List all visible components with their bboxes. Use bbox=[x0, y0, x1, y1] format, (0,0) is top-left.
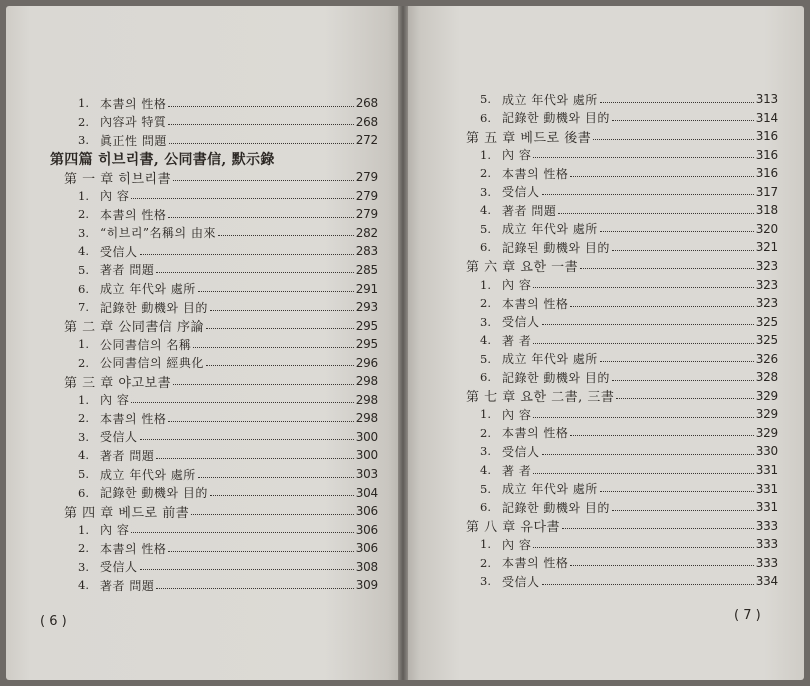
toc-item bbox=[78, 205, 378, 223]
toc-item bbox=[480, 90, 778, 108]
toc-item-number: 3. bbox=[480, 444, 491, 459]
toc-page-number: 300 bbox=[355, 429, 378, 444]
book-gutter bbox=[398, 6, 408, 680]
toc-entry-title: 記錄한 動機와 目的 bbox=[502, 111, 610, 126]
toc-page-number: 303 bbox=[355, 467, 378, 481]
dot-leader bbox=[193, 347, 353, 348]
dot-leader bbox=[131, 402, 353, 403]
toc-page-number: 279 bbox=[355, 188, 378, 203]
dot-leader bbox=[533, 547, 753, 548]
toc-page-number: 279 bbox=[355, 170, 378, 185]
toc-entry-title: 第 四 章 베드로 前書 bbox=[64, 505, 190, 521]
toc-item-number: 2. bbox=[78, 411, 89, 426]
toc-entry-title: 第 三 章 야고보書 bbox=[64, 375, 172, 391]
toc-entry-title: 內 容 bbox=[502, 278, 532, 292]
toc-entry-title: 第 六 章 요한 一書 bbox=[466, 260, 579, 276]
toc-page-number: 298 bbox=[355, 374, 378, 389]
dot-leader bbox=[168, 124, 353, 125]
dot-leader bbox=[558, 213, 753, 214]
dot-leader bbox=[191, 514, 353, 515]
toc-item-number: 5. bbox=[480, 481, 491, 496]
toc-page-number: 330 bbox=[755, 444, 778, 459]
toc-chapter-heading bbox=[64, 168, 378, 186]
toc-entry-title: 受信人 bbox=[502, 444, 540, 459]
toc-item-number: 2. bbox=[480, 425, 491, 440]
toc-item-number: 2. bbox=[78, 114, 89, 129]
toc-entry-title: 受信人 bbox=[502, 315, 540, 330]
toc-item bbox=[480, 405, 778, 423]
dot-leader bbox=[140, 569, 354, 570]
dot-leader bbox=[210, 495, 354, 496]
dot-leader bbox=[206, 365, 354, 366]
toc-item bbox=[480, 109, 778, 127]
toc-item bbox=[78, 280, 378, 298]
dot-leader bbox=[168, 421, 353, 422]
toc-entry-title: 本書의 性格 bbox=[502, 296, 569, 311]
toc-entry-title: 受信人 bbox=[100, 560, 138, 575]
toc-item-number: 3. bbox=[480, 574, 491, 589]
dot-leader bbox=[600, 361, 754, 362]
dot-leader bbox=[168, 106, 353, 107]
toc-page-number: 329 bbox=[755, 388, 778, 403]
toc-item bbox=[78, 354, 378, 372]
dot-leader bbox=[156, 588, 353, 589]
toc-item bbox=[480, 554, 778, 572]
dot-leader bbox=[542, 454, 754, 455]
toc-entry-title: 公同書信의 經典化 bbox=[100, 356, 204, 371]
toc-entry-title: 第 五 章 베드로 後書 bbox=[466, 130, 592, 146]
toc-item-number: 6. bbox=[78, 281, 89, 296]
toc-page-number: 323 bbox=[755, 258, 778, 273]
left-page bbox=[6, 6, 404, 680]
toc-item-number: 6. bbox=[480, 240, 491, 255]
toc-item bbox=[480, 294, 778, 312]
toc-item-number: 3. bbox=[78, 225, 89, 240]
toc-item-number: 1. bbox=[480, 277, 491, 292]
dot-leader bbox=[542, 194, 754, 195]
dot-leader bbox=[131, 198, 353, 199]
toc-item-number: 4. bbox=[78, 244, 89, 259]
toc-page-number: 329 bbox=[755, 407, 778, 422]
toc-item-number: 3. bbox=[78, 429, 89, 444]
toc-entry-title: 成立 年代와 處所 bbox=[502, 352, 598, 367]
toc-page-number: 316 bbox=[755, 166, 778, 181]
toc-entry-title: 第 一 章 히브리書 bbox=[64, 171, 172, 187]
toc-item-number: 7. bbox=[78, 300, 89, 315]
toc-entry-title: 第四篇 히브리書, 公同書信, 默示錄 bbox=[50, 151, 275, 168]
toc-entry-title: 成立 年代와 處所 bbox=[100, 282, 196, 296]
toc-item bbox=[480, 498, 778, 516]
toc-item bbox=[78, 576, 378, 594]
toc-page-number: 325 bbox=[755, 333, 778, 348]
toc-item bbox=[480, 313, 778, 331]
toc-entry-title: 第 二 章 公同書信 序論 bbox=[64, 320, 205, 336]
dot-leader bbox=[570, 306, 753, 307]
dot-leader bbox=[542, 324, 754, 325]
toc-item bbox=[78, 224, 378, 242]
toc-item-number: 5. bbox=[480, 221, 491, 236]
dot-leader bbox=[533, 417, 753, 418]
toc-item bbox=[78, 558, 378, 576]
toc-item-number: 3. bbox=[480, 314, 491, 329]
toc-page-number: 268 bbox=[355, 114, 378, 129]
toc-page-number: 331 bbox=[755, 463, 778, 477]
toc-entry-title: 眞正性 問題 bbox=[100, 133, 167, 148]
toc-item-number: 3. bbox=[78, 133, 89, 148]
toc-chapter-heading bbox=[64, 372, 378, 390]
toc-entry-title: 內 容 bbox=[502, 407, 532, 422]
toc-page-number: 295 bbox=[355, 318, 378, 333]
toc-item bbox=[78, 409, 378, 427]
toc-item bbox=[480, 424, 778, 442]
toc-item-number: 2. bbox=[480, 166, 491, 181]
dot-leader bbox=[156, 458, 353, 459]
toc-item-number: 3. bbox=[78, 559, 89, 574]
toc-page-number: 298 bbox=[355, 411, 378, 426]
toc-page-number: 295 bbox=[355, 337, 378, 352]
toc-page-number: 300 bbox=[355, 448, 378, 463]
toc-item-number: 6. bbox=[78, 485, 89, 500]
right-page bbox=[404, 6, 804, 680]
dot-leader bbox=[140, 439, 354, 440]
toc-item bbox=[480, 146, 778, 164]
toc-page-number: 306 bbox=[355, 522, 378, 537]
toc-entry-title: 本書의 性格 bbox=[502, 556, 569, 571]
dot-leader bbox=[612, 380, 754, 381]
toc-item bbox=[78, 187, 378, 205]
toc-entry-title: 內容과 特質 bbox=[100, 115, 167, 130]
toc-page-number: 333 bbox=[755, 537, 778, 552]
toc-page-number: 272 bbox=[355, 133, 378, 148]
dot-leader bbox=[168, 217, 353, 218]
toc-item-number: 5. bbox=[78, 467, 89, 481]
toc-item-number: 6. bbox=[480, 370, 491, 385]
toc-page-number: 268 bbox=[355, 96, 378, 110]
dot-leader bbox=[593, 139, 753, 140]
toc-item bbox=[480, 480, 778, 498]
dot-leader bbox=[533, 287, 753, 288]
dot-leader bbox=[570, 565, 753, 566]
toc-page-number: 331 bbox=[755, 500, 778, 515]
toc-item bbox=[78, 428, 378, 446]
toc-entry-title: 受信人 bbox=[100, 244, 138, 259]
toc-entry-title: 著 者 bbox=[502, 333, 532, 348]
dot-leader bbox=[612, 120, 754, 121]
toc-entry-title: 記錄한 動機와 目的 bbox=[100, 300, 208, 315]
dot-leader bbox=[570, 435, 753, 436]
toc-page-number: 296 bbox=[355, 355, 378, 370]
toc-item bbox=[480, 183, 778, 201]
dot-leader bbox=[533, 343, 753, 344]
toc-page-number: 308 bbox=[355, 559, 378, 574]
toc-item bbox=[480, 238, 778, 256]
toc-item-number: 2. bbox=[480, 296, 491, 311]
toc-item-number: 5. bbox=[480, 92, 491, 106]
toc-item bbox=[480, 276, 778, 294]
toc-page-number: 282 bbox=[355, 225, 378, 240]
toc-item-number: 5. bbox=[480, 351, 491, 366]
dot-leader bbox=[616, 398, 753, 399]
toc-item-number: 1. bbox=[78, 188, 89, 203]
toc-page-number: 304 bbox=[355, 485, 378, 500]
toc-entry-title: 內 容 bbox=[502, 148, 532, 163]
toc-item bbox=[480, 331, 778, 349]
left-page-number: ( 6 ) bbox=[40, 614, 67, 629]
toc-entry-title: 本書의 性格 bbox=[100, 411, 167, 426]
toc-page-number: 317 bbox=[755, 184, 778, 199]
toc-entry-title: 成立 年代와 處所 bbox=[502, 222, 598, 237]
dot-leader bbox=[173, 180, 354, 181]
toc-page-number: 333 bbox=[755, 518, 778, 533]
toc-item-number: 4. bbox=[78, 578, 89, 593]
toc-page-number: 316 bbox=[755, 147, 778, 162]
toc-entry-title: 著者 問題 bbox=[502, 203, 557, 218]
toc-item-number: 1. bbox=[480, 537, 491, 552]
toc-item-number: 2. bbox=[78, 355, 89, 370]
toc-item bbox=[480, 535, 778, 553]
toc-item bbox=[480, 572, 778, 590]
toc-item bbox=[78, 131, 378, 149]
toc-page-number: 306 bbox=[355, 504, 378, 519]
toc-entry-title: 受信人 bbox=[502, 185, 540, 200]
toc-page-number: 320 bbox=[755, 221, 778, 236]
toc-chapter-heading bbox=[64, 317, 378, 335]
toc-entry-title: 本書의 性格 bbox=[502, 426, 569, 441]
toc-entry-title: 內 容 bbox=[100, 189, 130, 204]
toc-page-number: 333 bbox=[755, 555, 778, 570]
dot-leader bbox=[131, 532, 353, 533]
toc-entry-title: 受信人 bbox=[100, 430, 138, 445]
toc-item bbox=[78, 335, 378, 353]
toc-item bbox=[480, 350, 778, 368]
toc-item-number: 1. bbox=[78, 392, 89, 407]
toc-page-number: 316 bbox=[755, 129, 778, 144]
dot-leader bbox=[600, 491, 754, 492]
toc-item bbox=[78, 446, 378, 464]
toc-item-number: 2. bbox=[78, 541, 89, 556]
toc-item bbox=[78, 242, 378, 260]
toc-item bbox=[78, 261, 378, 279]
toc-item bbox=[78, 539, 378, 557]
toc-item bbox=[78, 465, 378, 483]
toc-chapter-heading bbox=[466, 517, 778, 535]
dot-leader bbox=[580, 268, 754, 269]
dot-leader bbox=[612, 510, 754, 511]
toc-entry-title: 公同書信의 名稱 bbox=[100, 337, 192, 352]
toc-page-number: 314 bbox=[755, 110, 778, 125]
toc-page-number: 321 bbox=[755, 240, 778, 255]
toc-entry-title: 內 容 bbox=[502, 537, 532, 552]
toc-entry-title: 成立 年代와 處所 bbox=[502, 92, 598, 107]
toc-item bbox=[480, 442, 778, 460]
toc-entry-title: 記錄한 動機와 目的 bbox=[502, 500, 610, 515]
dot-leader bbox=[600, 102, 754, 103]
toc-page-number: 334 bbox=[755, 574, 778, 589]
toc-item-number: 4. bbox=[78, 448, 89, 463]
toc-item-number: 6. bbox=[480, 110, 491, 125]
toc-entry-title: 本書의 性格 bbox=[100, 541, 167, 556]
toc-page-number: 293 bbox=[355, 300, 378, 315]
toc-page-number: 323 bbox=[755, 296, 778, 311]
toc-entry-title: 受信人 bbox=[502, 574, 540, 589]
toc-entry-title: 成立 年代와 處所 bbox=[502, 482, 598, 497]
toc-item bbox=[480, 164, 778, 182]
dot-leader bbox=[218, 235, 354, 236]
toc-entry-title: 本書의 性格 bbox=[100, 96, 167, 111]
dot-leader bbox=[173, 384, 354, 385]
toc-item bbox=[78, 484, 378, 502]
toc-item-number: 5. bbox=[78, 262, 89, 277]
toc-page-number: 285 bbox=[355, 262, 378, 277]
toc-item-number: 6. bbox=[480, 500, 491, 515]
dot-leader bbox=[210, 310, 354, 311]
toc-page-number: 318 bbox=[755, 203, 778, 218]
right-page-number: ( 7 ) bbox=[734, 608, 761, 623]
toc-item-number: 1. bbox=[78, 337, 89, 352]
toc-item-number: 2. bbox=[480, 555, 491, 570]
toc-chapter-heading bbox=[466, 257, 778, 275]
toc-page-number: 329 bbox=[755, 425, 778, 440]
dot-leader bbox=[156, 272, 353, 273]
toc-chapter-heading bbox=[466, 387, 778, 405]
toc-entry-title: 第 八 章 유다書 bbox=[466, 520, 561, 536]
toc-page-number: 283 bbox=[355, 244, 378, 259]
left-toc bbox=[6, 6, 404, 680]
dot-leader bbox=[562, 528, 754, 529]
toc-entry-title: 第 七 章 요한 二書, 三書 bbox=[466, 390, 615, 406]
toc-entry-title: 記錄된 動機와 目的 bbox=[502, 240, 610, 255]
dot-leader bbox=[206, 328, 354, 329]
toc-entry-title: 內 容 bbox=[100, 523, 130, 538]
toc-entry-title: 本書의 性格 bbox=[502, 166, 569, 181]
toc-entry-title: 著者 問題 bbox=[100, 448, 155, 463]
toc-item-number: 4. bbox=[480, 463, 491, 477]
toc-entry-title: 記錄한 動機와 目的 bbox=[100, 486, 208, 501]
toc-page-number: 291 bbox=[355, 281, 378, 296]
toc-part-heading bbox=[50, 150, 378, 168]
toc-item-number: 4. bbox=[480, 203, 491, 218]
toc-page-number: 328 bbox=[755, 370, 778, 385]
toc-item bbox=[480, 201, 778, 219]
toc-entry-title: 著者 問題 bbox=[100, 578, 155, 593]
dot-leader bbox=[198, 477, 354, 478]
dot-leader bbox=[533, 157, 753, 158]
toc-page-number: 306 bbox=[355, 541, 378, 556]
toc-page-number: 298 bbox=[355, 392, 378, 407]
toc-page-number: 313 bbox=[755, 92, 778, 106]
toc-chapter-heading bbox=[466, 127, 778, 145]
toc-item bbox=[480, 368, 778, 386]
toc-entry-title: 著者 問題 bbox=[100, 263, 155, 278]
toc-entry-title: 記錄한 動機와 目的 bbox=[502, 370, 610, 385]
toc-page-number: 331 bbox=[755, 481, 778, 496]
toc-item-number: 1. bbox=[78, 96, 89, 110]
toc-item bbox=[78, 391, 378, 409]
dot-leader bbox=[612, 250, 754, 251]
toc-item bbox=[78, 113, 378, 131]
toc-entry-title: 內 容 bbox=[100, 393, 130, 408]
dot-leader bbox=[533, 473, 753, 474]
toc-entry-title: 本書의 性格 bbox=[100, 207, 167, 222]
toc-page-number: 279 bbox=[355, 207, 378, 222]
dot-leader bbox=[168, 551, 353, 552]
toc-entry-title: 著 者 bbox=[502, 463, 532, 478]
dot-leader bbox=[140, 254, 354, 255]
toc-item bbox=[480, 220, 778, 238]
toc-page-number: 323 bbox=[755, 277, 778, 292]
dot-leader bbox=[542, 584, 754, 585]
toc-page-number: 325 bbox=[755, 314, 778, 329]
toc-item-number: 1. bbox=[480, 407, 491, 422]
toc-item bbox=[78, 521, 378, 539]
dot-leader bbox=[570, 176, 753, 177]
toc-page-number: 309 bbox=[355, 578, 378, 593]
toc-item-number: 3. bbox=[480, 184, 491, 199]
toc-item bbox=[480, 461, 778, 479]
toc-item bbox=[78, 94, 378, 112]
right-toc bbox=[404, 6, 804, 680]
toc-item bbox=[78, 298, 378, 316]
dot-leader bbox=[600, 231, 754, 232]
toc-item-number: 1. bbox=[78, 522, 89, 537]
dot-leader bbox=[169, 143, 354, 144]
toc-entry-title: “히브리”名稱의 由來 bbox=[100, 226, 216, 241]
toc-page-number: 326 bbox=[755, 351, 778, 366]
toc-chapter-heading bbox=[64, 502, 378, 520]
toc-item-number: 2. bbox=[78, 207, 89, 222]
toc-item-number: 4. bbox=[480, 333, 491, 348]
dot-leader bbox=[198, 291, 354, 292]
toc-entry-title: 成立 年代와 處所 bbox=[100, 467, 196, 482]
toc-item-number: 1. bbox=[480, 147, 491, 162]
